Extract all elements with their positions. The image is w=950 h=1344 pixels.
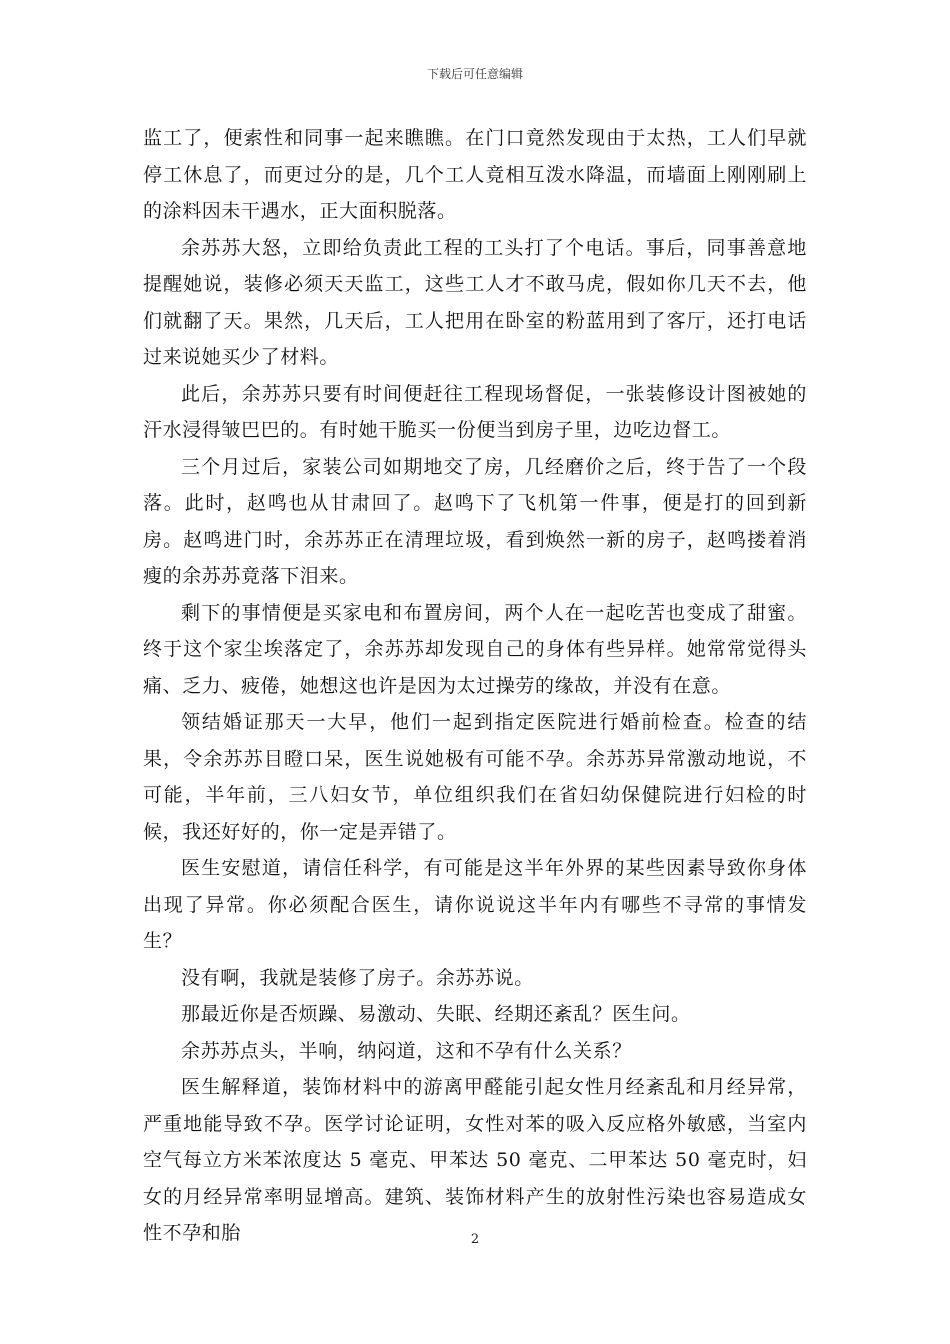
page-header: 下载后可任意编辑 — [426, 67, 523, 81]
paragraph-4: 三个月过后，家装公司如期地交了房，几经磨价之后，终于告了一个段落。此时，赵鸣也从甘肃回了。赵鸣下了飞机第一件事，便是打的回到新房。赵鸣进门时，余苏苏正在清理垃圾，看到焕然一新的房子，赵鸣搂着消瘦的余苏苏竟落下泪来。 — [143, 455, 807, 587]
paragraph-3: 此后，余苏苏只要有时间便赶往工程现场督促，一张装修设计图被她的汗水浸得皱巴巴的。有时她干脆买一份便当到房子里，边吃边督工。 — [143, 382, 807, 441]
paragraph-8: 没有啊，我就是装修了房子。余苏苏说。 — [181, 966, 534, 989]
paragraph-5: 剩下的事情便是买家电和布置房间，两个人在一起吃苦也变成了甜蜜。终于这个家尘埃落定了，余苏苏却发现自己的身体有些异样。她常常觉得头痛、乏力、疲倦，她想这也许是因为太过操劳的缘故，并没有在意。 — [143, 601, 807, 697]
paragraph-9: 那最近你是否烦躁、易激动、失眠、经期还紊乱？医生问。 — [181, 1003, 691, 1025]
paragraph-2: 余苏苏大怒，立即给负责此工程的工头打了个电话。事后，同事善意地提醒她说，装修必须天天监工，这些工人才不敢马虎，假如你几天不去，他们就翻了天。果然，几天后，工人把用在卧室的粉蓝用到了客厅，还打电话过来说她买少了材料。 — [143, 236, 807, 368]
page-number: 2 — [470, 1232, 480, 1247]
paragraph-10: 余苏苏点头，半响，纳闷道，这和不孕有什么关系？ — [181, 1039, 632, 1062]
paragraph-7: 医生安慰道，请信任科学，有可能是这半年外界的某些因素导致你身体出现了异常。你必须配合医生，请你说说这半年内有哪些不寻常的事情发生？ — [143, 857, 807, 952]
paragraph-11: 医生解释道，装饰材料中的游离甲醛能引起女性月经紊乱和月经异常，严重地能导致不孕。医学讨论证明，女性对苯的吸入反应格外敏感，当室内空气每立方米苯浓度达 5 毫克、甲苯达 50 毫克、二甲苯达 50 毫克时，妇女的月经异常率明显增高。建筑、装饰材料产生的放射性污染也容易造成女性不孕和胎 — [143, 1076, 807, 1244]
document-body — [143, 120, 807, 1252]
paragraph-6: 领结婚证那天一大早，他们一起到指定医院进行婚前检查。检查的结果，令余苏苏目瞪口呆，医生说她极有可能不孕。余苏苏异常激动地说，不可能，半年前，三八妇女节，单位组织我们在省妇幼保健院进行妇检的时候，我还好好的，你一定是弄错了。 — [143, 711, 807, 843]
paragraph-1: 监工了，便索性和同事一起来瞧瞧。在门口竟然发现由于太热，工人们早就停工休息了，而更过分的是，几个工人竟相互泼水降温，而墙面上刚刚刷上的涂料因未干遇水，正大面积脱落。 — [143, 127, 807, 222]
